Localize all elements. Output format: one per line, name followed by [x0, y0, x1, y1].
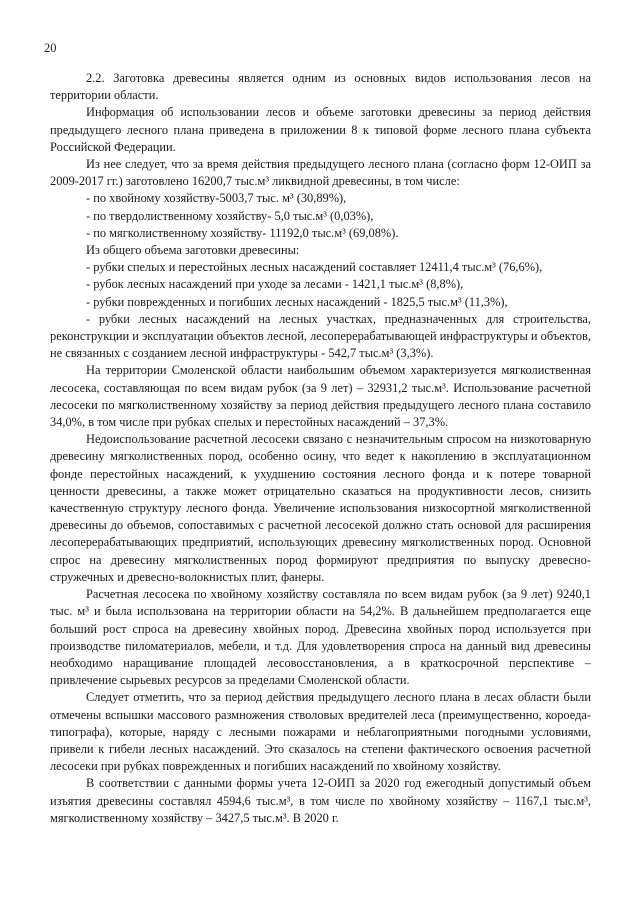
paragraph: Информация об использовании лесов и объеме заготовки древесины за период действия предыдущего лесного плана приведена в приложении 8 к типовой форме лесного плана субъекта Российской Федерации. [50, 105, 591, 154]
paragraph: 2.2. Заготовка древесины является одним из основных видов использования лесов на территории области. [50, 71, 591, 103]
list-item: - по мягколиственному хозяйству- 11192,0 тыс.м³ (69,08%). [86, 225, 399, 240]
paragraph: В соответствии с данными формы учета 12-ОИП за 2020 год ежегодный допустимый объем изъятия древесины составлял 4594,6 тыс.м³, в том числе по хвойному хозяйству – 1167,1 тыс.м³, мягколиственному хозяйству – 3427,5 тыс.м³. В 2020 г. [50, 776, 591, 825]
paragraph: Следует отметить, что за период действия предыдущего лесного плана в лесах области были отмечены вспышки массового размножения стволовых вредителей леса (преимущественно, короеда-типографа), которые, наряду с лесными пожарами и неблагоприятными погодными условиями, привели к гибели лесных насаждений. Это сказалось на степени фактического освоения расчетной лесосеки при рубках поврежденных и погибших насаждений по хвойному хозяйству. [50, 690, 591, 774]
paragraph: На территории Смоленской области наибольшим объемом характеризуется мягколиственная лесосека, составляющая по всем видам рубок (за 9 лет) – 32931,2 тыс.м³. Использование расчетной лесосеки по мягколиственному хозяйству за период действия предыдущего лесного плана составило 34,0%, в том числе при рубках спелых и перестойных насаждений – 37,3%. [50, 363, 591, 430]
paragraph: - рубки лесных насаждений на лесных участках, предназначенных для строительства, реконструкции и эксплуатации объектов лесной, лесоперерабатывающей инфраструктуры и объектов, не связанных с созданием лесной инфраструктуры - 542,7 тыс.м³ (3,3%). [50, 311, 591, 361]
list-item: - по хвойному хозяйству-5003,7 тыс. м³ (30,89%), [86, 191, 347, 206]
paragraph: Из общего объема заготовки древесины: [86, 243, 300, 258]
list-item: - по твердолиственному хозяйству- 5,0 тыс.м³ (0,03%), [86, 208, 374, 223]
paragraph: - рубок лесных насаждений при уходе за лесами - 1421,1 тыс.м³ (8,8%), [86, 277, 464, 292]
paragraph: - рубки поврежденных и погибших лесных насаждений - 1825,5 тыс.м³ (11,3%), [86, 294, 508, 309]
page-number: 20 [44, 41, 57, 55]
body-text [50, 70, 591, 827]
paragraph: - рубки спелых и перестойных лесных насаждений составляет 12411,4 тыс.м³ (76,6%), [86, 260, 543, 275]
paragraph: Недоиспользование расчетной лесосеки связано с незначительным спросом на низкотоварную древесину мягколиственных пород, особенно осину, что ведет к накоплению в эксплуатационном фонде перестойных насаждений, к ухудшению состояния лесного фонда и к потере товарной ценности древесины, а также может отрицательно сказаться на продуктивности лесов, снизить качественную структуру лесного фонда. Увеличение использования низкосортной мягколиственной древесины до объемов, сопоставимых с расчетной лесосекой должно стать основой для расширения лесоперерабатывающих предприятий, использующих древесину мягколиственных пород. Основной спрос на древесину мягколиственных пород формируют предприятия по выпуску древесно-стружечных и древесно-волокнистых плит, фанеры. [50, 432, 591, 584]
paragraph: Из нее следует, что за время действия предыдущего лесного плана (согласно форм 12-ОИП за 2009-2017 гг.) заготовлено 16200,7 тыс.м³ ликвидной древесины, в том числе: [50, 157, 591, 189]
paragraph: Расчетная лесосека по хвойному хозяйству составляла по всем видам рубок (за 9 лет) 9240,1 тыс. м³ и была использована на территории области на 54,2%. В дальнейшем предполагается еще больший рост спроса на древесину хвойных пород. Древесина хвойных пород используется при производстве пиломатериалов, мебели, и т.д. Для удовлетворения спроса на данный вид древесины необходимо наращивание площадей лесовосстановления, а в краткосрочной перспективе – привлечение сырьевых ресурсов за пределами Смоленской области. [50, 587, 591, 688]
